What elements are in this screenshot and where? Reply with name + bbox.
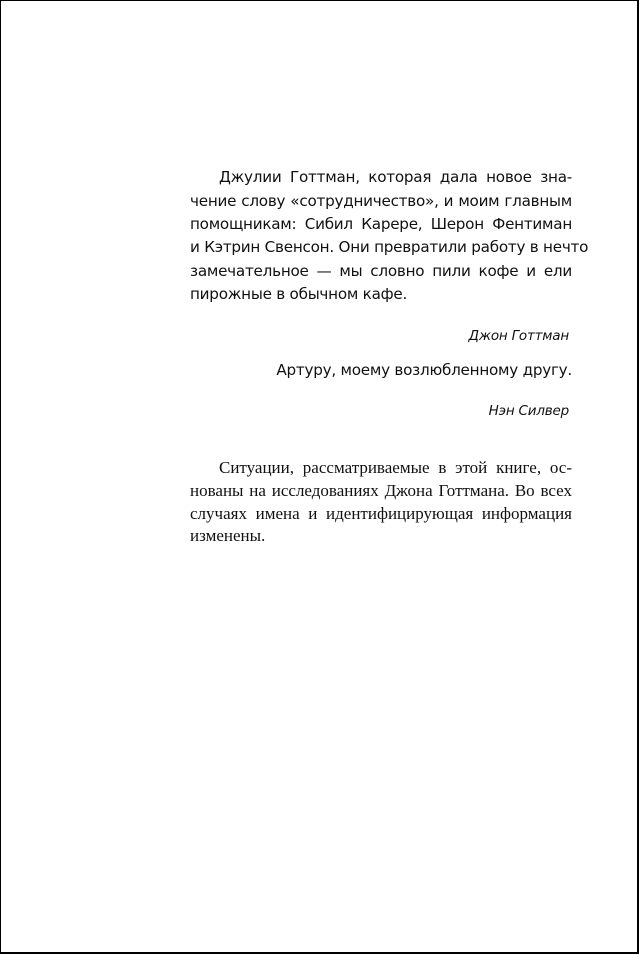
dedication-line: Артуру, моему возлюбленному другу. [276,361,572,379]
signature-silver: Нэн Силвер [488,402,569,419]
dedication-line: помощникам: Сибил Карере, Шерон Фентиман [190,215,572,233]
dedication-line: и Кэтрин Свенсон. Они превратили работу в нечто [190,238,589,256]
dedication-line: Джулии Готтман, которая дала новое зна- [219,168,572,186]
disclaimer-line: нованы на исследованиях Джона Готтмана. Во всех [190,481,572,500]
disclaimer-line: изменены. [190,526,266,545]
disclaimer-line: Ситуации, рассматриваемые в этой книге, ос- [219,458,572,477]
signature-gottman: Джон Готтман [468,327,569,344]
dedication-line: чение слову «сотрудничество», и моим главным [190,192,572,210]
disclaimer-line: случаях имена и идентифицирующая информация [190,504,572,523]
dedication-line: замечательное — мы словно пили кофе и ели [190,262,572,280]
dedication-line: пирожные в обычном кафе. [190,285,408,303]
